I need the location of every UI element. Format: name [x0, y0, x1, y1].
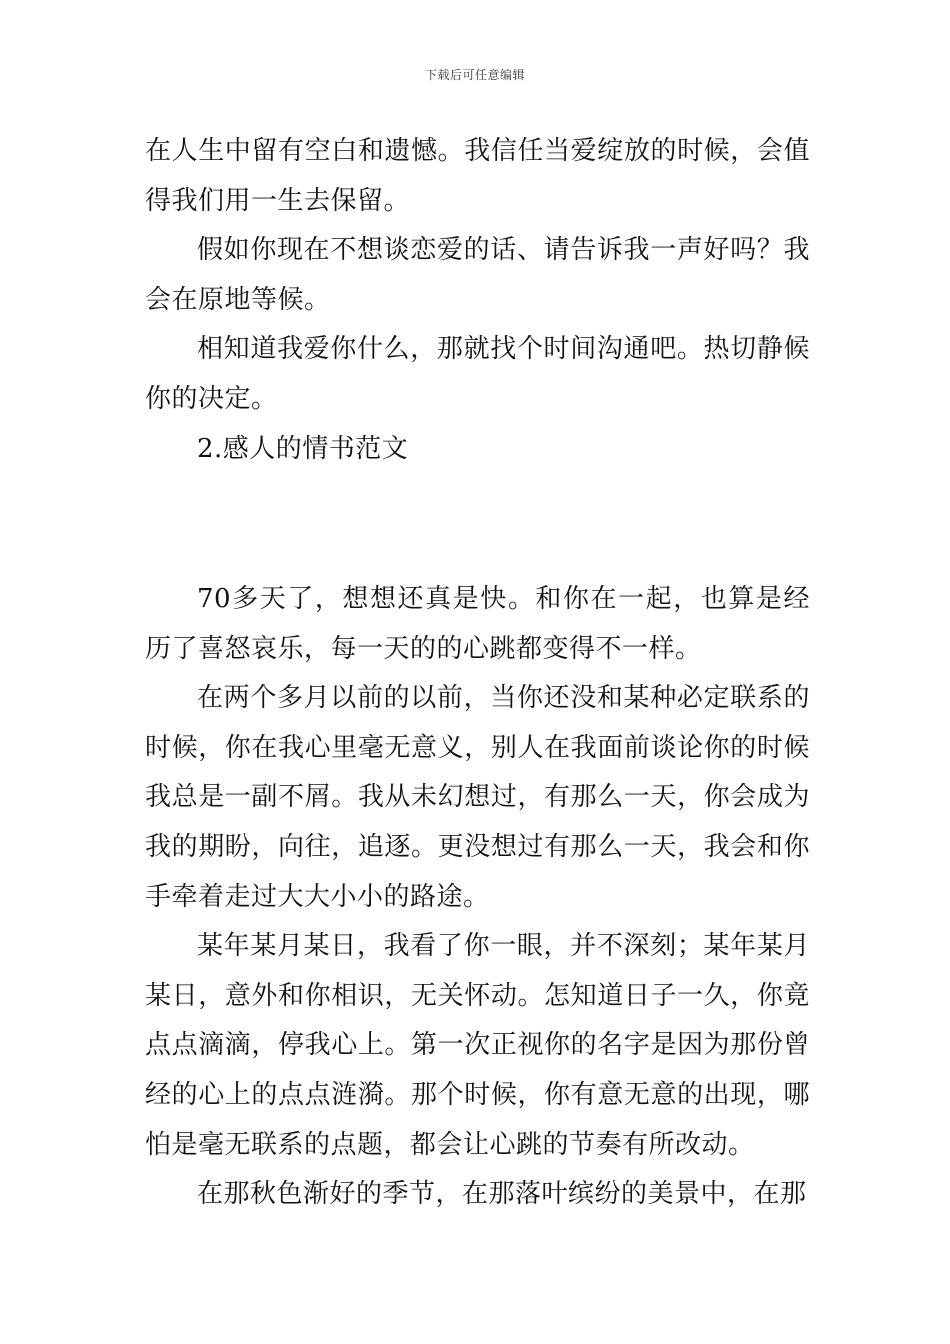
section-one	[145, 127, 810, 474]
section-heading: 2.感人的情书范文	[197, 433, 409, 464]
paragraph: 在人生中留有空白和遗憾。我信任当爱绽放的时候，会值得我们用一生去保留。	[145, 136, 810, 216]
paragraph: 某年某月某日，我看了你一眼，并不深刻；某年某月某日，意外和你相识，无关怀动。怎知道日子一久，你竟点点滴滴，停我心上。第一次正视你的名字是因为那份曾经的心上的点点涟漪。那个时候，你有意无意的出现，哪怕是毫无联系的点题，都会让心跳的节奏有所改动。	[145, 931, 810, 1160]
page-header: 下载后可任意编辑	[424, 68, 525, 82]
paragraph: 相知道我爱你什么，那就找个时间沟通吧。热切静候你的决定。	[145, 334, 810, 414]
paragraph: 假如你现在不想谈恋爱的话、请告诉我一声好吗？我会在原地等候。	[145, 235, 810, 315]
paragraph: 70多天了，想想还真是快。和你在一起，也算是经历了喜怒哀乐，每一天的的心跳都变得不一样。	[145, 584, 810, 664]
paragraph: 在那秋色渐好的季节，在那落叶缤纷的美景中，在那	[197, 1179, 807, 1210]
paragraph: 在两个多月以前的以前，当你还没和某种必定联系的时候，你在我心里毫无意义，别人在我面前谈论你的时候我总是一副不屑。我从未幻想过，有那么一天，你会成为我的期盼，向往，追逐。更没想过有那么一天，我会和你手牵着走过大大小小的路途。	[145, 683, 810, 912]
section-two	[145, 575, 810, 1220]
